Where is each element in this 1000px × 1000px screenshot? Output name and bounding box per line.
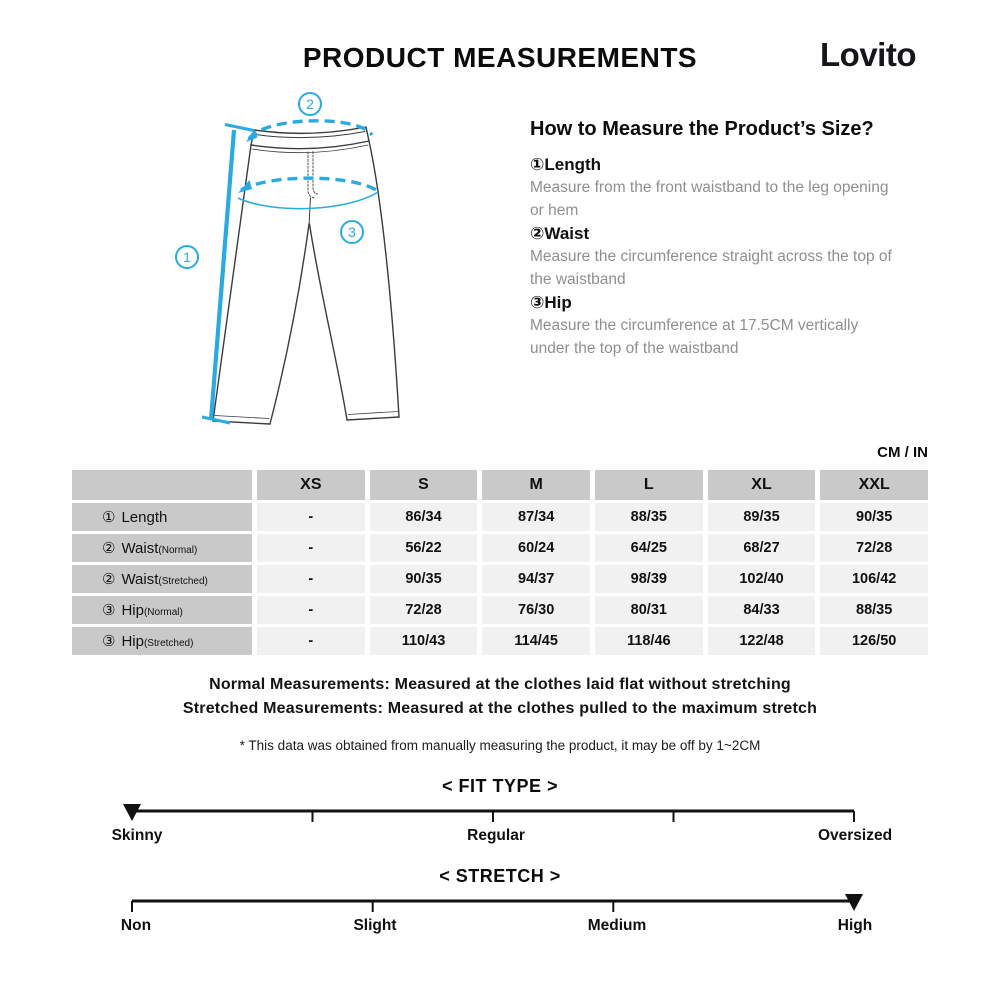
howto-item-name: Waist xyxy=(544,224,590,243)
stretch-scale xyxy=(112,890,874,920)
circled-number: ② xyxy=(102,571,116,588)
size-cell: 106/42 xyxy=(820,565,928,593)
row-label-text: Waist xyxy=(121,570,159,588)
stretch-label-non: Non xyxy=(120,917,152,934)
stretch-title: < STRETCH > xyxy=(439,866,561,886)
fit-label-skinny: Skinny xyxy=(111,827,163,844)
row-label-text: Hip xyxy=(121,601,144,619)
size-cell: 60/24 xyxy=(482,534,590,562)
size-cell: 72/28 xyxy=(370,596,478,624)
circled-number: ③ xyxy=(102,633,116,650)
circled-number: ① xyxy=(102,509,116,526)
size-cell: 84/33 xyxy=(708,596,816,624)
col-header-xs: XS xyxy=(257,470,365,500)
howto-item-length xyxy=(530,153,892,222)
howto-section xyxy=(530,118,892,360)
size-cell: - xyxy=(257,534,365,562)
row-label-text: Hip xyxy=(121,632,144,650)
howto-item-label xyxy=(530,291,892,314)
size-cell: 88/35 xyxy=(595,503,703,531)
note-normal: Normal Measurements: Measured at the clothes laid flat without stretching xyxy=(209,676,791,693)
measure-lines xyxy=(202,121,378,423)
size-cell: 122/48 xyxy=(708,627,816,655)
howto-item-desc: Measure the circumference straight across the top of the waistband xyxy=(530,248,892,288)
fit-type-title: < FIT TYPE > xyxy=(441,776,559,796)
stretch-label-medium: Medium xyxy=(587,917,647,934)
row-label-sub: (Stretched) xyxy=(143,637,194,649)
fit-type-scale xyxy=(112,800,874,830)
size-cell: 110/43 xyxy=(370,627,478,655)
howto-item-label xyxy=(530,153,892,176)
size-cell: 102/40 xyxy=(708,565,816,593)
howto-item-desc: Measure from the front waistband to the leg opening or hem xyxy=(530,179,889,219)
row-label-sub: (Stretched) xyxy=(158,575,208,587)
row-label-text: Length xyxy=(121,508,168,526)
stretch-label-high: High xyxy=(837,917,873,934)
pants-outline xyxy=(213,127,399,424)
size-cell: - xyxy=(257,503,365,531)
row-label-waist-stretched xyxy=(72,565,252,593)
size-cell: 86/34 xyxy=(370,503,478,531)
length-arrow xyxy=(211,130,234,420)
marker-number-3: 3 xyxy=(348,224,356,240)
col-header-m: M xyxy=(482,470,590,500)
size-cell: 88/35 xyxy=(820,596,928,624)
row-label-length xyxy=(72,503,252,531)
size-cell: 90/35 xyxy=(820,503,928,531)
size-cell: 56/22 xyxy=(370,534,478,562)
howto-item-waist xyxy=(530,222,892,291)
fit-label-regular: Regular xyxy=(467,827,525,844)
marker-number-1: 1 xyxy=(183,249,191,265)
circled-number: ③ xyxy=(530,293,545,312)
size-cell: 89/35 xyxy=(708,503,816,531)
size-cell: 72/28 xyxy=(820,534,928,562)
hip-ellipse-solid xyxy=(238,192,378,209)
size-cell: 118/46 xyxy=(595,627,703,655)
col-header-s: S xyxy=(370,470,478,500)
size-cell: 94/37 xyxy=(482,565,590,593)
note-stretched: Stretched Measurements: Measured at the clothes pulled to the maximum stretch xyxy=(182,700,818,717)
howto-item-desc: Measure the circumference at 17.5CM vertically under the top of the waistband xyxy=(530,317,859,357)
table-corner-cell xyxy=(72,470,252,500)
circled-number: ② xyxy=(102,540,116,557)
marker-number-2: 2 xyxy=(306,96,314,112)
circled-number: ② xyxy=(530,224,545,243)
page-title: PRODUCT MEASUREMENTS xyxy=(302,42,698,73)
size-cell: 114/45 xyxy=(482,627,590,655)
size-cell: - xyxy=(257,627,365,655)
howto-item-name: Length xyxy=(544,155,602,174)
marker-circles xyxy=(176,93,363,268)
col-header-xxl: XXL xyxy=(820,470,928,500)
size-cell: 80/31 xyxy=(595,596,703,624)
disclaimer: * This data was obtained from manually measuring the product, it may be off by 1~2CM xyxy=(239,738,761,753)
pants-diagram xyxy=(150,90,500,440)
col-header-l: L xyxy=(595,470,703,500)
size-cell: 64/25 xyxy=(595,534,703,562)
row-label-sub: (Normal) xyxy=(143,606,183,618)
length-arrow-top-cap xyxy=(225,125,254,131)
size-cell: 68/27 xyxy=(708,534,816,562)
row-label-waist-normal xyxy=(72,534,252,562)
howto-item-hip xyxy=(530,291,892,360)
size-cell: 76/30 xyxy=(482,596,590,624)
circled-number: ③ xyxy=(102,602,116,619)
row-label-hip-normal xyxy=(72,596,252,624)
row-label-text: Waist xyxy=(121,539,159,557)
row-label-sub: (Normal) xyxy=(158,544,198,556)
brand-logo: Lovito xyxy=(820,36,916,73)
size-cell: 98/39 xyxy=(595,565,703,593)
col-header-xl: XL xyxy=(708,470,816,500)
row-label-hip-stretched xyxy=(72,627,252,655)
hip-ellipse-dashed xyxy=(241,178,378,191)
units-label: CM / IN xyxy=(877,444,928,461)
circled-number: ① xyxy=(530,155,545,174)
size-cell: 87/34 xyxy=(482,503,590,531)
length-arrow-bottom-cap xyxy=(202,417,230,423)
size-table xyxy=(72,470,928,655)
size-cell: 126/50 xyxy=(820,627,928,655)
howto-title: How to Measure the Product’s Size? xyxy=(530,118,874,140)
howto-item-label xyxy=(530,222,892,245)
stretch-label-slight: Slight xyxy=(353,917,397,934)
howto-item-name: Hip xyxy=(544,293,572,312)
size-cell: 90/35 xyxy=(370,565,478,593)
size-cell: - xyxy=(257,565,365,593)
size-cell: - xyxy=(257,596,365,624)
fit-label-oversized: Oversized xyxy=(817,827,893,844)
measure-arrowheads xyxy=(238,130,258,194)
